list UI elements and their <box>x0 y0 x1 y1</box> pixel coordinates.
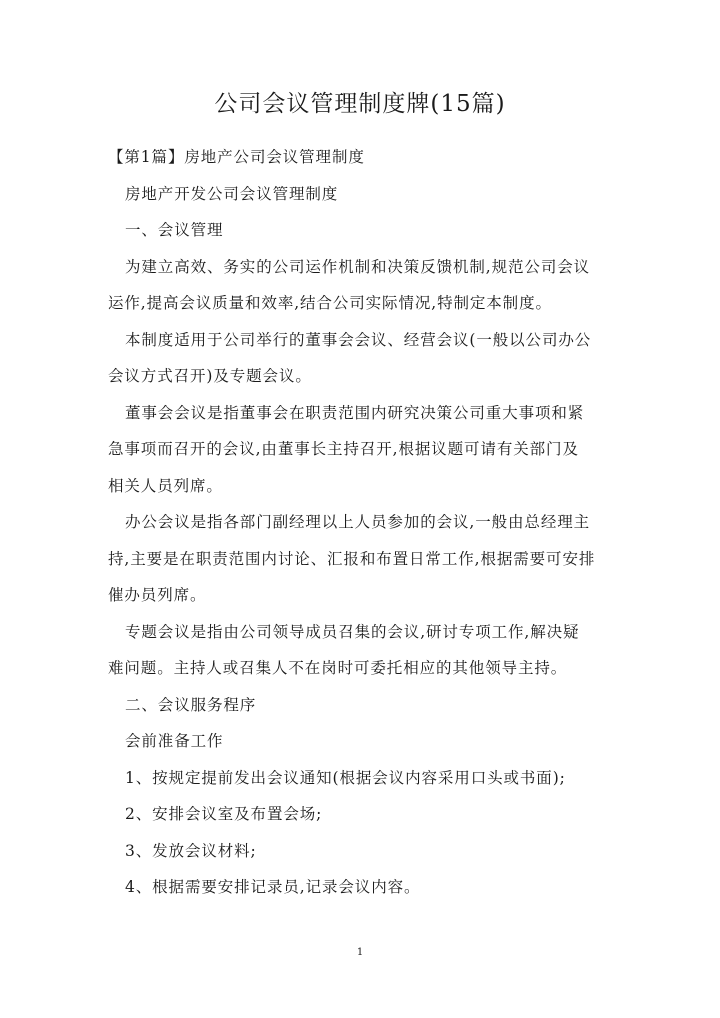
paragraph-line: 持,主要是在职责范围内讨论、汇报和布置日常工作,根据需要可安排 <box>108 549 596 568</box>
list-item: 4、根据需要安排记录员,记录会议内容。 <box>125 878 421 896</box>
paragraph-line: 难问题。主持人或召集人不在岗时可委托相应的其他领导主持。 <box>108 659 568 677</box>
list-item: 1、按规定提前发出会议通知(根据会议内容采用口头或书面); <box>125 768 566 787</box>
paragraph-line: 运作,提高会议质量和效率,结合公司实际情况,特制定本制度。 <box>108 294 552 312</box>
paragraph-line: 办公会议是指各部门副经理以上人员参加的会议,一般由总经理主 <box>125 513 591 531</box>
subsection-heading: 会前准备工作 <box>125 732 224 750</box>
paragraph-line: 相关人员列席。 <box>108 476 223 495</box>
paragraph-line: 董事会会议是指董事会在职责范围内研究决策公司重大事项和紧 <box>125 403 585 422</box>
list-item: 3、发放会议材料; <box>125 841 257 860</box>
paragraph-line: 催办员列席。 <box>108 586 207 604</box>
chapter-heading: 一、会议管理 <box>125 221 224 239</box>
paragraph-line: 急事项而召开的会议,由董事长主持召开,根据议题可请有关部门及 <box>108 440 579 458</box>
document-title: 公司会议管理制度牌(15篇) <box>214 91 506 117</box>
section-heading: 【第1篇】房地产公司会议管理制度 <box>108 148 365 166</box>
subtitle: 房地产开发公司会议管理制度 <box>125 184 339 203</box>
list-item: 2、安排会议室及布置会场; <box>125 805 323 823</box>
document-body <box>108 139 616 906</box>
paragraph-line: 为建立高效、务实的公司运作机制和决策反馈机制,规范公司会议 <box>125 257 591 276</box>
paragraph-line: 本制度适用于公司举行的董事会会议、经营会议(一般以公司办公 <box>125 330 592 349</box>
paragraph-line: 专题会议是指由公司领导成员召集的会议,研讨专项工作,解决疑 <box>125 622 580 641</box>
paragraph-line: 会议方式召开)及专题会议。 <box>108 367 312 385</box>
chapter-heading: 二、会议服务程序 <box>125 695 257 714</box>
page-number: 1 <box>356 947 364 958</box>
